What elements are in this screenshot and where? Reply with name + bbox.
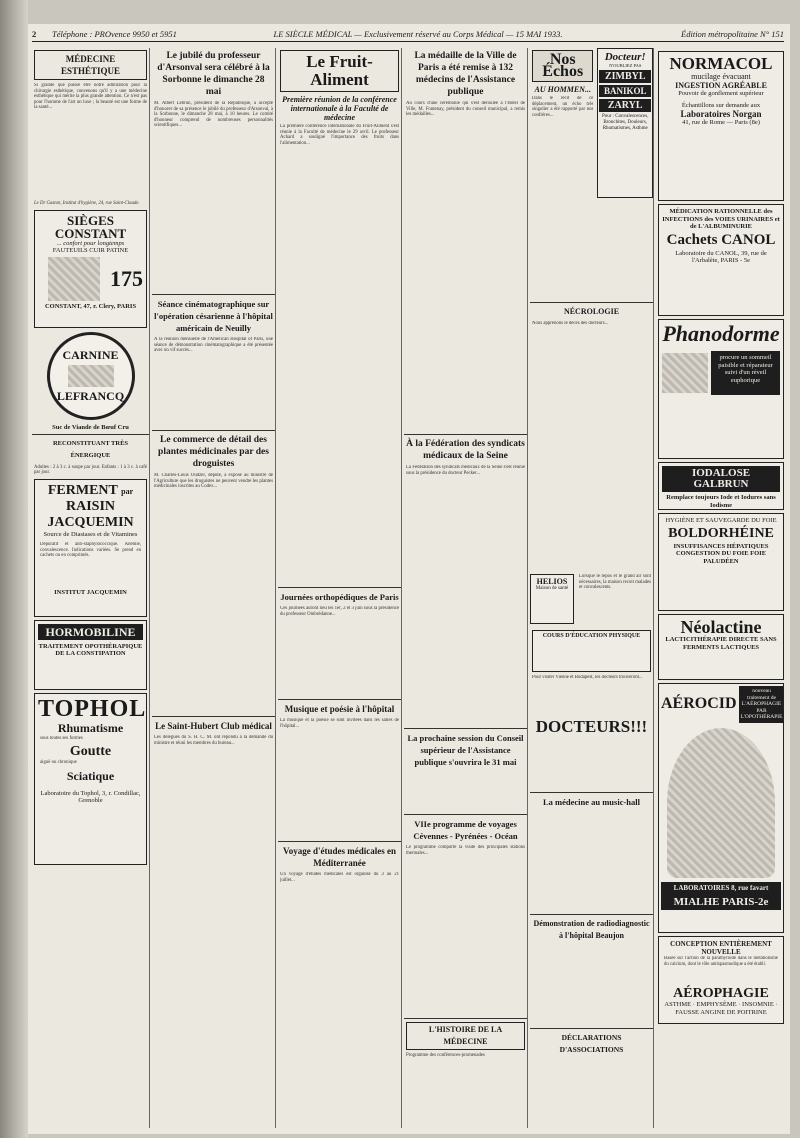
article-nos-echos: Dans le récit de ce déplacement, un écho très singulier a été rapporté par nos confrères... <box>532 96 594 118</box>
ad-aerocid <box>658 683 784 933</box>
newspaper-page <box>28 24 790 1134</box>
raisin-word: RAISIN <box>65 498 115 514</box>
column-1 <box>32 48 150 1128</box>
canol-name: Cachets CANOL <box>666 231 776 248</box>
normacol-line2: INGESTION AGRÉABLE <box>675 81 767 90</box>
reconstituant-text: Adultes : 2 à 3 c. à soupe par jour. Enfants : 1 à 3 c. à café par jour. <box>34 464 147 476</box>
article-medaille-ville: Au cours d'une cérémonie qui s'est déroulée à l'Hôtel de Ville, M. Fontenay, président du conseil municipal, a remis les médailles... <box>406 101 525 118</box>
ferment-desc: Source de Diastases et de Vitamines <box>43 530 138 538</box>
mialhe-line2: MIALHE PARIS-2e <box>661 894 781 910</box>
ferment-par: par <box>121 486 134 496</box>
neolactine-desc: LACTICITHÉRAPIE DIRECTE SANS FERMENTS LACTIQUES <box>665 636 777 651</box>
headline-musique-poesie: Musique et poésie à l'hôpital <box>284 704 395 714</box>
carnine-text: CARNINE <box>62 347 119 362</box>
docteur-title: Docteur! <box>604 51 646 63</box>
lefrancq-text: LEFRANCQ <box>56 388 125 403</box>
page-header <box>32 26 784 42</box>
article-docteurs-intro: Pour visiter Vienne et Budapest, les docteurs trouveront... <box>532 675 643 680</box>
tophol-rhumatisme: Rhumatisme <box>57 720 124 735</box>
column-4 <box>404 48 528 1128</box>
normacol-name: NORMACOL <box>669 54 773 73</box>
canol-line1: MÉDICATION RATIONNELLE des INFECTIONS des VOIES URINAIRES et de L'ALBUMINURIE <box>662 208 780 230</box>
ad-neolactine <box>658 614 784 680</box>
headline-music-hall: La médecine au music-hall <box>542 797 641 807</box>
article-medecine-esthetique: Si grande que puisse être notre admiration pour la chirurgie esthétique, convenons qu'il y a une médecine esthétique qui mérite la plus grande attention. Ce n'est pas pour l'homme de l'art un luxe ; la beauté est une forme de la santé... <box>34 83 147 111</box>
ad-normacol <box>658 51 784 201</box>
article-cesarienne: À la réunion mensuelle de l'American Hospital of Paris, une séance de démonstration cinématographique a été présentée avec un vif succès... <box>154 337 273 354</box>
edition-number: Édition métropolitaine N° 151 <box>681 28 784 39</box>
tophol-name: TOPHOL <box>38 695 147 722</box>
subhead-fruit-aliment: Première réunion de la conférence internationale à la Faculté de médecine <box>282 95 397 122</box>
article-signature: Le Dr Gaston, Institut d'hygiène, 24, rue Saint-Claude. <box>34 201 140 206</box>
ad-cours-education <box>532 630 651 672</box>
mialhe-line1: LABORATOIRES 8, rue favart <box>661 882 781 894</box>
ad-hormobiline <box>34 620 147 690</box>
headline-voyage-mediterranee: Voyage d'études médicales en Méditerranée <box>283 846 396 868</box>
article-voyage-mediterranee: Un voyage d'études médicales est organisé du 3 au 21 juillet... <box>280 872 399 883</box>
canol-address: Laboratoire du CANOL, 39, rue de l'Arbalète, PARIS - 5e <box>675 249 767 264</box>
carnine-logo <box>47 332 135 420</box>
zimbyl-label: ZIMBYL <box>599 70 651 83</box>
headline-journees-orthopediques: Journées orthopédiques de Paris <box>280 592 399 602</box>
aerocid-desc: nouveau traitement de L'AÉROPHAGIE PAR L'OPOTHÉRAPIE <box>739 686 784 723</box>
normacol-line4: Échantillons sur demande aux <box>681 101 761 109</box>
headline-necrologie: NÉCROLOGIE <box>563 307 620 316</box>
boldorheine-desc: INSUFFISANCES HÉPATIQUES CONGESTION DU FOIE FOIE PALUDÉEN <box>673 542 769 565</box>
boldorheine-name: BOLDORHÉINE <box>668 525 774 541</box>
headline-plantes-medicinales: Le commerce de détail des plantes médicinales par des droguistes <box>158 435 269 469</box>
hormobiline-desc: TRAITEMENT OPOTHÉRAPIQUE DE LA CONSTIPATION <box>38 642 143 658</box>
headline-conseil-superieur: La prochaine session du Conseil supérieur de l'Assistance publique s'ouvrira le 31 mai <box>407 733 524 767</box>
ad-tophol: TOPHOL Rhumatisme sous toutes ses formes Goutte aiguë ou chronique Sciatique Laboratoire du Tophol, 3, r. Condillac, Grenoble <box>34 693 147 865</box>
tophol-sciatique: Sciatique <box>66 768 115 783</box>
ad-iodalose <box>658 462 784 510</box>
ad-aerophagie: CONCEPTION ENTIÈREMENT NOUVELLE Basée sur l'action de la parathyroïde dans le métabolisme du calcium, dont le rôle antispasmodique a été établi. AÉROPHAGIE ASTHME · EMPHYSÈME · INSOMNIE · FAUSSE ANGINE DE POITRINE <box>658 936 784 1024</box>
column-5: Nos Échos AU HOMMEN... Dans le récit de ce déplacement, un écho très singulier a été rapporté par nos confrères... Docteur! N'OUBLIEZ PAS ZIMBYL BANIKOL ZARYL Pour : Convalescences, Bronchites, Douleurs, Rhumatismes, Asthme NÉCROLOGIE Nous apprenons le décès des docteurs... HELIOS Maison de santé Lorsque le repos et le grand air sont nécessaires, la maison recoit malades et convalescents. COURS D'ÉDUCATION PHYSIQUE Pour visiter Vienne et Budapest, les docteurs trouveront... DOCTEURS!!! La médecine au music-hall Démonstration de radiodiagnostic à l'hôpital Beaujon DÉCLARATIONS D'ASSOCIATIONS <box>530 48 654 1128</box>
ad-helios <box>530 574 574 624</box>
tophol-goutte: Goutte <box>69 744 112 760</box>
normacol-line1: mucilage évacuant <box>691 72 751 81</box>
aerophagie-footer: ASTHME · EMPHYSÈME · INSOMNIE · FAUSSE ANGINE DE POITRINE <box>664 1001 778 1016</box>
page-number: 2 <box>32 28 37 39</box>
article-journees-orthopediques: Ces journées auront lieu les 1er, 2 et 3 juin sous la présidence du professeur Ombrédanne... <box>280 606 399 617</box>
ad-phanodorme <box>658 319 784 459</box>
headline-histoire-medecine: L'HISTOIRE DE LA MÉDECINE <box>406 1022 525 1050</box>
ad-docteur <box>597 48 653 198</box>
column-2 <box>152 48 276 1128</box>
headline-declarations: DÉCLARATIONS D'ASSOCIATIONS <box>559 1033 624 1054</box>
armchair-illustration <box>48 257 100 301</box>
docteur-uses: Pour : Convalescences, Bronchites, Douleurs, Rhumatismes, Asthme <box>601 114 649 131</box>
headline-medecine-esthetique: MÉDECINE ESTHÉTIQUE <box>34 50 147 80</box>
headline-federation-syndicats: À la Fédération des syndicats médicaux de la Seine <box>406 439 525 461</box>
ad-sieges-address: CONSTANT, 47, r. Clery, PARIS <box>44 302 137 310</box>
ad-sieges-name: SIÈGES CONSTANT <box>54 212 127 241</box>
normacol-address: 41, rue de Rome — Paris (8e) <box>682 119 760 126</box>
bull-icon <box>68 365 114 387</box>
jacquemin-name: JACQUEMIN <box>47 514 134 530</box>
stomach-diagram <box>667 728 775 878</box>
phanodorme-name: Phanodorme <box>662 321 780 346</box>
headline-medaille-ville: La médaille de la Ville de Paris a été remise à 132 médecins de l'Assistance publique <box>414 51 517 97</box>
reconstituant-title: RECONSTITUANT TRÈS ÉNERGIQUE <box>52 439 129 459</box>
carnine-sub: Suc de Viande de Bœuf Cru <box>52 423 129 431</box>
headline-jubile-arsonval: Le jubilé du professeur d'Arsonval sera célébré à la Sorbonne le dimanche 28 mai <box>157 51 270 97</box>
headline-radiodiagnostic: Démonstration de radiodiagnostic à l'hôpital Beaujon <box>533 919 650 940</box>
conception-line: CONCEPTION ENTIÈREMENT NOUVELLE <box>670 940 772 956</box>
column-3 <box>278 48 402 1128</box>
headline-saint-hubert: Le Saint-Hubert Club médical <box>155 721 272 731</box>
ad-sieges-price: 175 <box>110 265 143 291</box>
ad-ferment-jacquemin: FERMENT par RAISIN JACQUEMIN Source de Diastases et de Vitamines Dépuratif et anti-staphylococcique. Anémie, convalescence. Indications variées. Se prend en cachets ou en comprimés. INSTITUT JACQUEMIN <box>34 479 147 617</box>
docteur-sub: N'OUBLIEZ PAS <box>609 63 642 68</box>
article-fruit-aliment: La première conférence internationale du Fruit-Aliment s'est réunie à la Faculté de médecine le 29 avril. Le professeur Achard a souligné l'importance des fruits dans l'alimentation... <box>280 124 399 146</box>
ad-canol <box>658 204 784 316</box>
ad-boldorheine <box>658 513 784 611</box>
neolactine-name: Néolactine <box>680 617 762 637</box>
headline-cesarienne: Séance cinématographique sur l'opération césarienne à l'hôpital américain de Neuilly <box>154 299 273 333</box>
headline-fruit-aliment: Le Fruit-Aliment <box>280 50 399 92</box>
article-plantes-medicinales: M. Charles-Louis Oudzel, député, a exposé au ministre de l'Agriculture que les droguistes ne peuvent vendre les plantes médicinales inscrites au Codex... <box>154 473 273 490</box>
zaryl-label: ZARYL <box>599 99 651 112</box>
normacol-line5: Laboratoires Norgan <box>680 109 762 119</box>
iodalose-desc: Remplace toujours Iode et Iodures sans Iodisme <box>666 494 776 509</box>
telephone-line: Téléphone : PROvence 9950 et 5951 <box>52 28 177 39</box>
article-voyages-cevennes: Le programme comporte la visite des principales stations thermales... <box>406 845 525 856</box>
banikol-label: BANIKOL <box>599 85 651 97</box>
phanodorme-desc: procure un sommeil paisible et réparateur suivi d'un réveil euphorique <box>711 351 780 395</box>
tophol-address: Laboratoire du Tophol, 3, r. Condillac, Grenoble <box>40 789 141 805</box>
article-saint-hubert: Les délégués du S. H. C. M. ont répondu à la demande du ministre et réuni les membres du bureau... <box>154 735 273 746</box>
article-musique-poesie: La musique et la poésie se sont invitées dans les salles de l'hôpital... <box>280 718 399 729</box>
ad-sieges-sub: FAUTEUILS CUIR PATINE <box>52 247 129 255</box>
book-binding-shadow <box>0 0 28 1138</box>
aerocid-name: AÉROCID <box>661 695 737 713</box>
institut-jacquemin: INSTITUT JACQUEMIN <box>54 589 127 597</box>
ad-sieges-constant <box>34 210 147 328</box>
normacol-line3: Pouvoir de gonflement supérieur <box>678 90 764 97</box>
column-6 <box>656 48 786 1128</box>
ferment-word: FERMENT <box>47 482 118 498</box>
aerophagie-title: AÉROPHAGIE <box>673 986 769 1001</box>
helios-name: HELIOS <box>536 577 568 586</box>
iodalose-name: IODALOSE GALBRUN <box>662 466 780 492</box>
article-federation-syndicats: La Fédération des syndicats médicaux de la Seine s'est réunie sous la présidence du docteur Pecker... <box>406 465 525 476</box>
article-jubile-arsonval: M. Albert Lebrun, président de la République, a accepté d'honorer de sa présence le jubilé du professeur d'Arsonval, à la Sorbonne, le dimanche 28 mai, à 10 heures. Le comité d'honneur comprend de nombreuses personnalités scientifiques... <box>154 101 273 129</box>
article-necrologie: Nous apprenons le décès des docteurs... <box>532 321 609 326</box>
boldorheine-line1: HYGIÈNE ET SAUVEGARDE DU FOIE <box>665 517 777 524</box>
hormobiline-name: HORMOBILINE <box>38 624 143 640</box>
article-histoire-medecine: Programme des conférences-promenades <box>406 1053 485 1058</box>
sleeper-illustration <box>662 353 708 393</box>
cours-title: COURS D'ÉDUCATION PHYSIQUE <box>542 633 641 639</box>
ad-sieges-tagline: ... confort pour longtemps <box>56 239 125 247</box>
headline-docteurs: DOCTEURS!!! <box>535 717 648 736</box>
headline-nos-echos: Nos Échos <box>532 50 593 82</box>
subhead-au-hommen: AU HOMMEN... <box>534 85 591 94</box>
helios-sub: Maison de santé <box>535 586 569 591</box>
masthead-title: LE SIÈCLE MÉDICAL — Exclusivement réservé au Corps Médical — 15 MAI 1933. <box>273 28 563 39</box>
headline-voyages-cevennes: VIIe programme de voyages Cévennes - Pyrénées - Océan <box>413 819 518 841</box>
